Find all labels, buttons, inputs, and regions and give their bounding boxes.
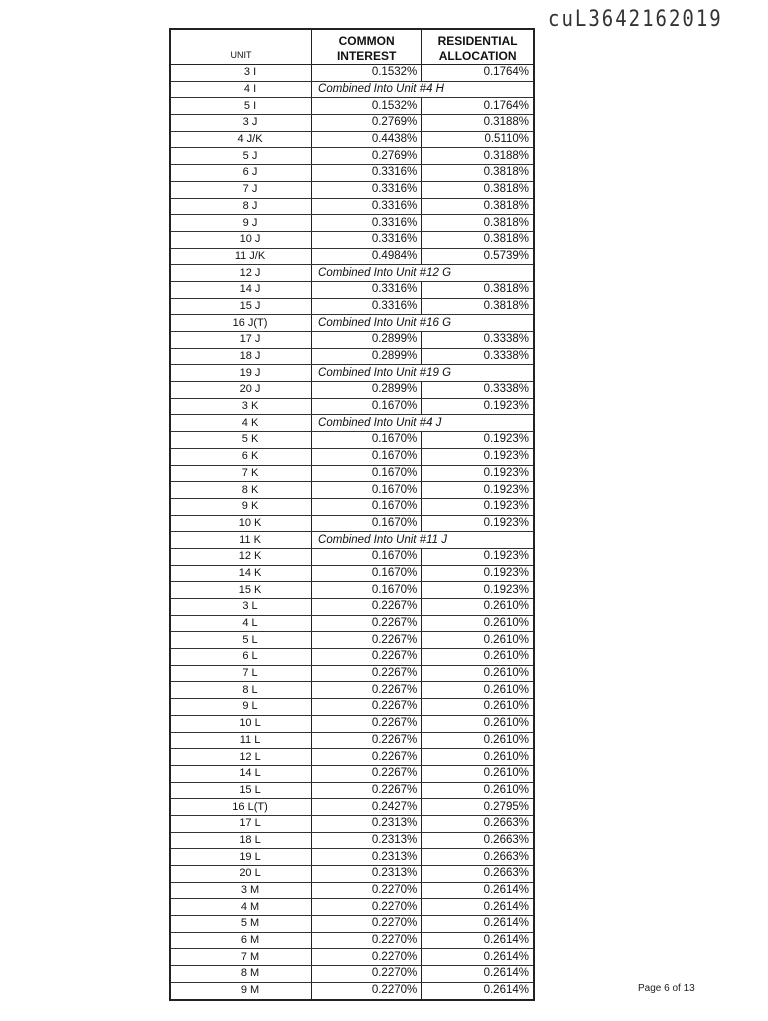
common-interest-cell: 0.2267% — [312, 782, 422, 799]
residential-allocation-cell: 0.3338% — [422, 382, 533, 399]
table-row — [171, 899, 533, 916]
table-row — [171, 916, 533, 933]
common-interest-cell: 0.2267% — [312, 682, 422, 699]
common-interest-cell: 0.2899% — [312, 332, 422, 349]
combined-note-cell: Combined Into Unit #16 G — [312, 315, 533, 332]
residential-allocation-cell: 0.3188% — [422, 115, 533, 132]
table-row — [171, 832, 533, 849]
unit-cell: 12 J — [171, 265, 312, 282]
residential-allocation-cell: 0.3818% — [422, 181, 533, 198]
table-row — [171, 115, 533, 132]
common-interest-cell: 0.1670% — [312, 432, 422, 449]
common-interest-cell: 0.2267% — [312, 665, 422, 682]
table-row — [171, 298, 533, 315]
table-row — [171, 248, 533, 265]
table-row — [171, 98, 533, 115]
unit-cell: 18 L — [171, 832, 312, 849]
unit-cell: 11 J/K — [171, 248, 312, 265]
table-body — [171, 65, 533, 999]
residential-allocation-cell: 0.3818% — [422, 231, 533, 248]
table-row — [171, 65, 533, 82]
table-row — [171, 615, 533, 632]
table-row — [171, 281, 533, 298]
residential-allocation-cell: 0.2663% — [422, 849, 533, 866]
unit-cell: 9 L — [171, 699, 312, 716]
residential-allocation-cell: 0.2610% — [422, 732, 533, 749]
combined-note-cell: Combined Into Unit #4 H — [312, 81, 533, 98]
residential-allocation-cell: 0.2663% — [422, 866, 533, 883]
common-interest-cell: 0.2267% — [312, 732, 422, 749]
document-stamp: cuL3642162019 — [548, 6, 723, 32]
unit-cell: 9 J — [171, 215, 312, 232]
table-row — [171, 265, 533, 282]
common-interest-cell: 0.2270% — [312, 949, 422, 966]
residential-allocation-cell: 0.1923% — [422, 515, 533, 532]
residential-allocation-cell: 0.2610% — [422, 715, 533, 732]
residential-allocation-cell: 0.3338% — [422, 348, 533, 365]
residential-allocation-cell: 0.1764% — [422, 65, 533, 82]
allocation-table-frame — [169, 28, 535, 1001]
residential-allocation-cell: 0.1923% — [422, 498, 533, 515]
table-row — [171, 365, 533, 382]
unit-cell: 3 M — [171, 882, 312, 899]
table-row — [171, 332, 533, 349]
residential-allocation-cell: 0.3818% — [422, 165, 533, 182]
residential-allocation-cell: 0.3818% — [422, 198, 533, 215]
unit-cell: 19 L — [171, 849, 312, 866]
common-interest-cell: 0.1670% — [312, 398, 422, 415]
unit-cell: 10 J — [171, 231, 312, 248]
unit-cell: 14 K — [171, 565, 312, 582]
page-number: Page 6 of 13 — [638, 983, 695, 994]
common-interest-cell: 0.1670% — [312, 582, 422, 599]
residential-allocation-cell: 0.2663% — [422, 832, 533, 849]
table-row — [171, 448, 533, 465]
table-row — [171, 665, 533, 682]
unit-cell: 10 K — [171, 515, 312, 532]
table-row — [171, 815, 533, 832]
residential-allocation-cell: 0.2610% — [422, 682, 533, 699]
residential-allocation-cell: 0.3338% — [422, 332, 533, 349]
unit-cell: 17 L — [171, 815, 312, 832]
unit-cell: 4 K — [171, 415, 312, 432]
common-interest-cell: 0.2270% — [312, 882, 422, 899]
unit-cell: 3 I — [171, 65, 312, 82]
table-row — [171, 215, 533, 232]
residential-allocation-cell: 0.3818% — [422, 281, 533, 298]
table-row — [171, 315, 533, 332]
table-row — [171, 398, 533, 415]
unit-cell: 5 K — [171, 432, 312, 449]
combined-note-cell: Combined Into Unit #19 G — [312, 365, 533, 382]
residential-allocation-cell: 0.1923% — [422, 448, 533, 465]
table-row — [171, 749, 533, 766]
unit-cell: 6 J — [171, 165, 312, 182]
unit-cell: 12 K — [171, 548, 312, 565]
unit-cell: 15 K — [171, 582, 312, 599]
common-interest-cell: 0.2267% — [312, 699, 422, 716]
residential-allocation-cell: 0.1923% — [422, 565, 533, 582]
unit-cell: 4 L — [171, 615, 312, 632]
res-header-line2: ALLOCATION — [438, 49, 517, 63]
residential-allocation-cell: 0.1923% — [422, 548, 533, 565]
table-row — [171, 932, 533, 949]
common-interest-cell: 0.3316% — [312, 298, 422, 315]
combined-note-cell: Combined Into Unit #4 J — [312, 415, 533, 432]
residential-allocation-cell: 0.2610% — [422, 699, 533, 716]
residential-allocation-cell: 0.3188% — [422, 148, 533, 165]
unit-cell: 4 M — [171, 899, 312, 916]
residential-allocation-cell: 0.3818% — [422, 215, 533, 232]
common-interest-cell: 0.3316% — [312, 198, 422, 215]
common-interest-cell: 0.2270% — [312, 982, 422, 998]
combined-note-cell: Combined Into Unit #12 G — [312, 265, 533, 282]
unit-cell: 4 J/K — [171, 131, 312, 148]
common-interest-cell: 0.2270% — [312, 966, 422, 983]
residential-allocation-column-header — [422, 30, 533, 65]
common-interest-cell: 0.2267% — [312, 649, 422, 666]
unit-cell: 5 M — [171, 916, 312, 933]
unit-cell: 11 L — [171, 732, 312, 749]
table-row — [171, 982, 533, 998]
unit-cell: 20 J — [171, 382, 312, 399]
unit-cell: 9 M — [171, 982, 312, 998]
residential-allocation-cell: 0.1923% — [422, 582, 533, 599]
residential-allocation-cell: 0.2614% — [422, 932, 533, 949]
unit-cell: 8 L — [171, 682, 312, 699]
unit-cell: 14 L — [171, 765, 312, 782]
unit-column-header — [171, 30, 312, 65]
residential-allocation-cell: 0.3818% — [422, 298, 533, 315]
common-interest-cell: 0.3316% — [312, 231, 422, 248]
common-interest-cell: 0.1532% — [312, 65, 422, 82]
residential-allocation-cell: 0.5110% — [422, 131, 533, 148]
table-row — [171, 765, 533, 782]
common-interest-cell: 0.3316% — [312, 165, 422, 182]
table-row — [171, 532, 533, 549]
residential-allocation-cell: 0.2614% — [422, 966, 533, 983]
common-interest-cell: 0.1670% — [312, 548, 422, 565]
unit-cell: 16 L(T) — [171, 799, 312, 816]
table-row — [171, 799, 533, 816]
table-row — [171, 949, 533, 966]
unit-cell: 7 M — [171, 949, 312, 966]
residential-allocation-cell: 0.1764% — [422, 98, 533, 115]
unit-cell: 6 K — [171, 448, 312, 465]
common-interest-cell: 0.2899% — [312, 348, 422, 365]
residential-allocation-cell: 0.2614% — [422, 899, 533, 916]
common-interest-cell: 0.3316% — [312, 281, 422, 298]
common-interest-cell: 0.2267% — [312, 632, 422, 649]
residential-allocation-cell: 0.2614% — [483, 984, 529, 997]
unit-cell: 5 I — [171, 98, 312, 115]
common-interest-cell: 0.1532% — [312, 98, 422, 115]
common-interest-cell: 0.2267% — [312, 599, 422, 616]
table-row — [171, 599, 533, 616]
unit-cell: 17 J — [171, 332, 312, 349]
table-row — [171, 699, 533, 716]
table-row — [171, 348, 533, 365]
unit-cell: 16 J(T) — [171, 315, 312, 332]
common-interest-cell: 0.1670% — [312, 448, 422, 465]
table-row — [171, 498, 533, 515]
common-header-line2: INTEREST — [336, 49, 397, 63]
unit-cell: 10 L — [171, 715, 312, 732]
table-row — [171, 866, 533, 883]
residential-allocation-cell: 0.2610% — [422, 599, 533, 616]
table-row — [171, 682, 533, 699]
unit-header-label: UNIT — [230, 50, 252, 60]
table-row — [171, 148, 533, 165]
table-row — [171, 131, 533, 148]
unit-cell: 9 K — [171, 498, 312, 515]
common-interest-cell: 0.2267% — [312, 765, 422, 782]
common-interest-column-header — [312, 30, 422, 65]
common-interest-cell: 0.2899% — [312, 382, 422, 399]
table-row — [171, 465, 533, 482]
residential-allocation-cell: 0.2795% — [422, 799, 533, 816]
table-row — [171, 966, 533, 983]
unit-cell: 7 J — [171, 181, 312, 198]
table-row — [171, 715, 533, 732]
unit-cell: 15 L — [171, 782, 312, 799]
common-interest-cell: 0.4984% — [312, 248, 422, 265]
table-row — [171, 582, 533, 599]
residential-allocation-cell: 0.2610% — [422, 665, 533, 682]
residential-allocation-cell: 0.5739% — [422, 248, 533, 265]
common-interest-cell: 0.3316% — [312, 215, 422, 232]
common-interest-cell: 0.2769% — [312, 115, 422, 132]
common-interest-cell: 0.2267% — [312, 615, 422, 632]
table-row — [171, 849, 533, 866]
unit-cell: 5 L — [171, 632, 312, 649]
residential-allocation-cell: 0.2614% — [422, 882, 533, 899]
common-interest-cell: 0.1670% — [312, 498, 422, 515]
common-interest-cell: 0.1670% — [312, 565, 422, 582]
residential-allocation-cell: 0.2663% — [422, 815, 533, 832]
res-header-line1: RESIDENTIAL — [437, 34, 518, 48]
unit-cell: 8 K — [171, 482, 312, 499]
table-row — [171, 432, 533, 449]
unit-cell: 15 J — [171, 298, 312, 315]
table-row — [171, 382, 533, 399]
residential-allocation-cell: 0.1923% — [422, 432, 533, 449]
table-row — [171, 482, 533, 499]
unit-cell: 14 J — [171, 281, 312, 298]
combined-note-cell: Combined Into Unit #11 J — [312, 532, 533, 549]
common-interest-cell: 0.2270% — [312, 932, 422, 949]
table-header-row — [171, 30, 533, 65]
table-row — [171, 548, 533, 565]
residential-allocation-cell: 0.1923% — [422, 482, 533, 499]
table-row — [171, 165, 533, 182]
unit-cell: 3 K — [171, 398, 312, 415]
residential-allocation-cell: 0.2610% — [422, 632, 533, 649]
table-row — [171, 198, 533, 215]
unit-cell: 8 J — [171, 198, 312, 215]
table-row — [171, 415, 533, 432]
common-interest-cell: 0.2267% — [312, 715, 422, 732]
unit-cell: 19 J — [171, 365, 312, 382]
common-interest-cell: 0.1670% — [312, 465, 422, 482]
unit-cell: 8 M — [171, 966, 312, 983]
table-row — [171, 81, 533, 98]
common-interest-cell: 0.3316% — [312, 181, 422, 198]
residential-allocation-cell: 0.1923% — [422, 398, 533, 415]
residential-allocation-cell: 0.2610% — [422, 615, 533, 632]
common-interest-cell: 0.2270% — [312, 899, 422, 916]
unit-cell: 7 L — [171, 665, 312, 682]
unit-cell: 3 L — [171, 599, 312, 616]
common-interest-cell: 0.1670% — [312, 482, 422, 499]
table-row — [171, 181, 533, 198]
common-interest-cell: 0.2270% — [312, 916, 422, 933]
table-row — [171, 732, 533, 749]
residential-allocation-cell: 0.2610% — [422, 765, 533, 782]
common-interest-cell: 0.2427% — [312, 799, 422, 816]
unit-cell: 6 M — [171, 932, 312, 949]
table-row — [171, 231, 533, 248]
table-row — [171, 515, 533, 532]
common-interest-cell: 0.2313% — [312, 815, 422, 832]
common-interest-cell: 0.4438% — [312, 131, 422, 148]
table-row — [171, 565, 533, 582]
unit-cell: 7 K — [171, 465, 312, 482]
unit-cell: 5 J — [171, 148, 312, 165]
allocation-table — [171, 30, 533, 999]
unit-cell: 20 L — [171, 866, 312, 883]
residential-allocation-cell: 0.2614% — [422, 916, 533, 933]
common-interest-cell: 0.2769% — [312, 148, 422, 165]
table-row — [171, 782, 533, 799]
residential-allocation-cell: 0.2610% — [422, 782, 533, 799]
unit-cell: 3 J — [171, 115, 312, 132]
residential-allocation-cell: 0.2610% — [422, 749, 533, 766]
unit-cell: 11 K — [171, 532, 312, 549]
table-row — [171, 649, 533, 666]
common-header-line1: COMMON — [338, 34, 395, 48]
residential-allocation-cell: 0.2614% — [422, 949, 533, 966]
common-interest-cell: 0.2313% — [312, 866, 422, 883]
common-interest-cell: 0.1670% — [312, 515, 422, 532]
unit-cell: 18 J — [171, 348, 312, 365]
unit-cell: 12 L — [171, 749, 312, 766]
unit-cell: 4 I — [171, 81, 312, 98]
residential-allocation-cell: 0.1923% — [422, 465, 533, 482]
common-interest-cell: 0.2267% — [312, 749, 422, 766]
unit-cell: 6 L — [171, 649, 312, 666]
table-row — [171, 882, 533, 899]
common-interest-cell: 0.2313% — [312, 832, 422, 849]
common-interest-cell: 0.2313% — [312, 849, 422, 866]
residential-allocation-cell: 0.2610% — [422, 649, 533, 666]
table-row — [171, 632, 533, 649]
